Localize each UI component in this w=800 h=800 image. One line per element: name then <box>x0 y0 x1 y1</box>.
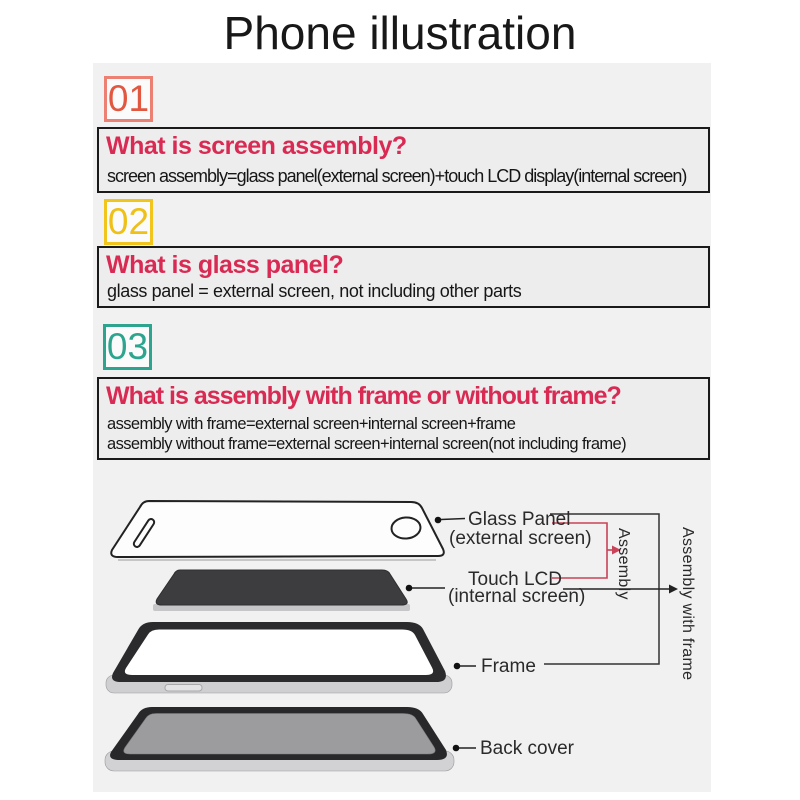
frame-shape <box>106 622 452 693</box>
exploded-phone-diagram <box>93 480 711 792</box>
section-number-3: 03 <box>106 326 149 367</box>
section-number-1: 01 <box>107 78 150 119</box>
back-cover-label: Back cover <box>480 738 574 759</box>
back-cover-shape <box>105 707 454 771</box>
frame-port-slot <box>165 685 202 692</box>
answer-1 <box>107 166 686 188</box>
home-button-icon <box>391 517 421 540</box>
glass-panel-dot-icon <box>435 517 442 524</box>
section-number-badge-1 <box>104 76 153 122</box>
answer-2-line-1: glass panel = external screen, not including other parts <box>107 281 522 302</box>
answer-2 <box>107 281 521 303</box>
section-number-badge-2 <box>104 199 153 245</box>
qa-box-1 <box>97 127 710 193</box>
answer-3-line-1: assembly with frame=external screen+internal screen+frame <box>107 415 516 434</box>
assembly-with-frame-vertical-label: Assembly with frame <box>679 527 696 681</box>
qa-box-3 <box>97 377 710 460</box>
question-2: What is glass panel? <box>106 251 344 279</box>
touch-lcd-sublabel: (internal screen) <box>448 586 586 607</box>
qa-box-2 <box>97 246 710 308</box>
touch-lcd-label: Touch LCD <box>468 569 562 590</box>
glass-panel-sublabel: (external screen) <box>449 528 592 549</box>
section-number-badge-3 <box>103 324 152 370</box>
question-1: What is screen assembly? <box>106 132 407 160</box>
assembly-vertical-label: Assembly <box>615 528 632 600</box>
touch-lcd-dot-icon <box>406 585 413 592</box>
glass-panel-label: Glass Panel <box>468 509 571 530</box>
question-3: What is assembly with frame or without frame? <box>106 382 621 410</box>
answer-3-line-2: assembly without frame=external screen+internal screen(not including frame) <box>107 435 627 454</box>
back-cover-dot-icon <box>453 745 460 752</box>
frame-dot-icon <box>454 663 461 670</box>
section-number-2: 02 <box>107 201 150 242</box>
touch-lcd-shape <box>153 570 410 611</box>
answer-3 <box>107 415 626 455</box>
frame-label: Frame <box>481 656 536 677</box>
glass-panel-shape <box>111 501 444 560</box>
page-title: Phone illustration <box>223 7 577 59</box>
answer-1-line-1: screen assembly=glass panel(external screen)+touch LCD display(internal screen) <box>107 166 687 187</box>
